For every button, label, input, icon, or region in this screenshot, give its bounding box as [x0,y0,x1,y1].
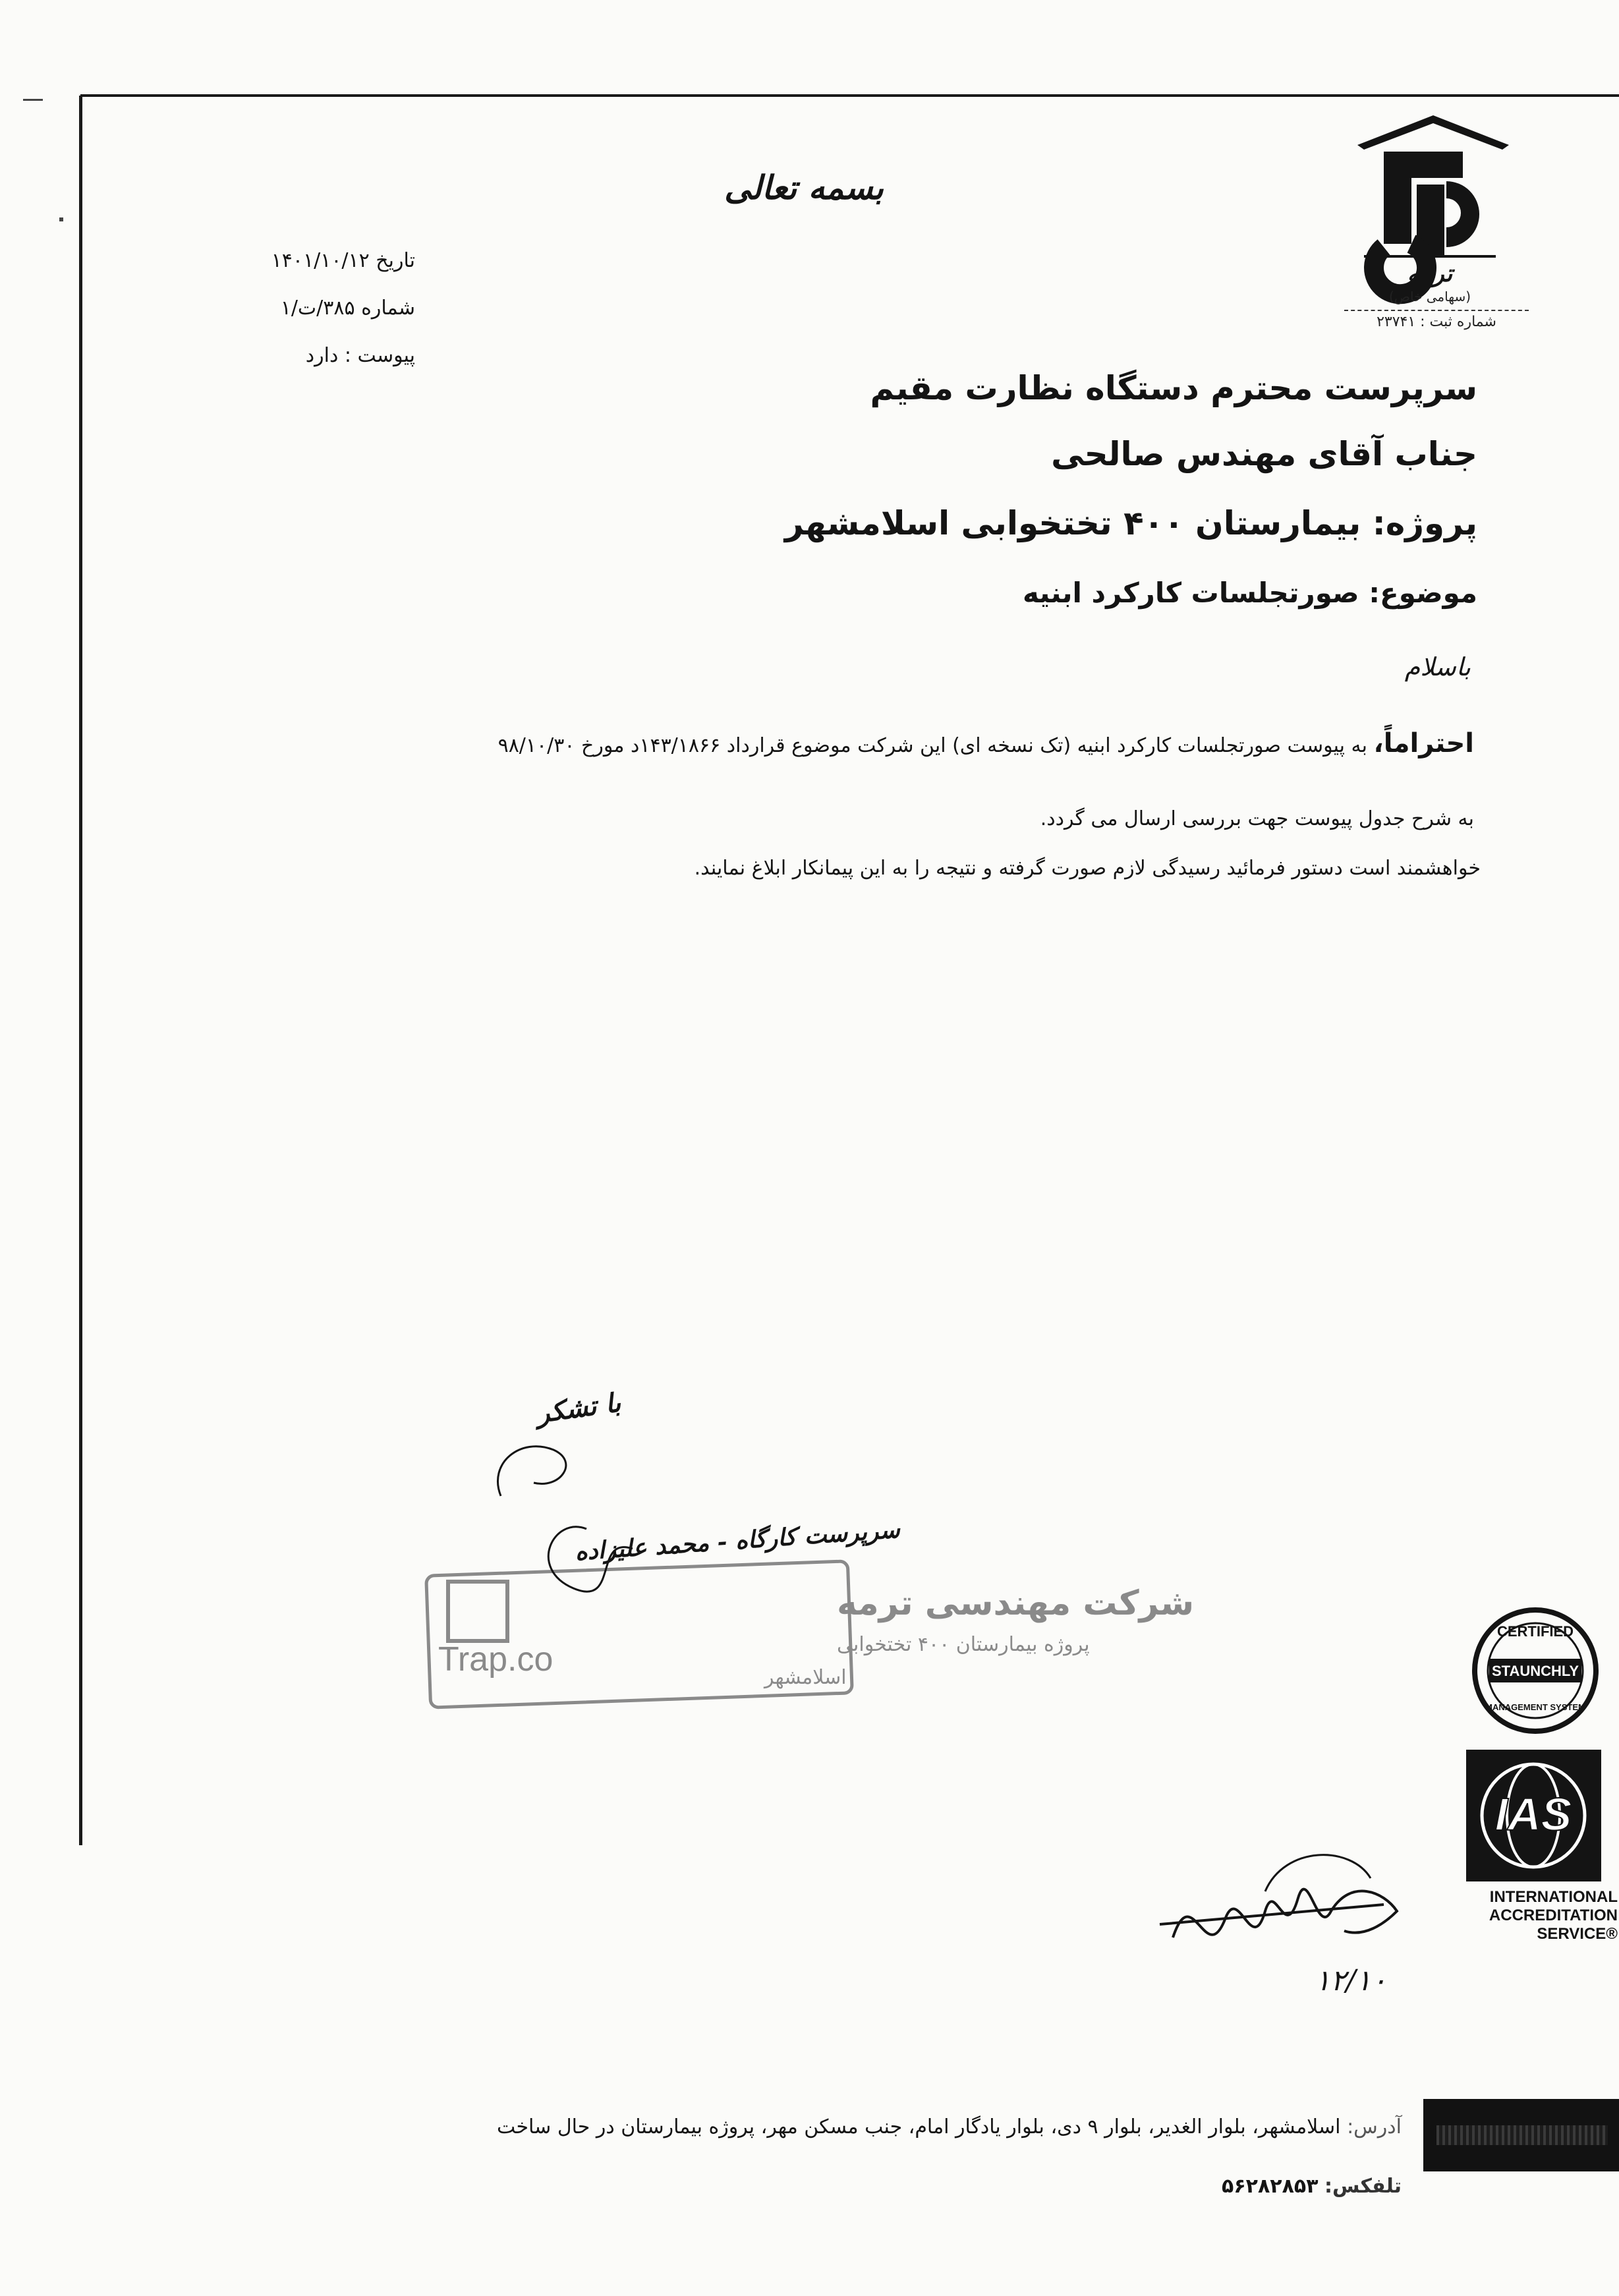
logo-registration: شماره ثبت : ۲۳۷۴۱ [1344,310,1529,330]
greeting: باسلام [1404,652,1471,681]
scan-mark [23,99,43,101]
recipient-name: جناب آقای مهندس صالحی [1051,435,1477,473]
certified-mid-text: STAUNCHLY [1491,1663,1579,1679]
ias-logo [1466,1750,1601,1881]
ias-line-3: SERVICE® [1537,1925,1618,1943]
fax-number: ۵۶۲۸۲۸۵۳ [1222,2175,1319,2198]
signature-date-note: ۱۲/۱۰ [1315,1964,1387,1997]
address-label: آدرس: [1347,2115,1402,2138]
project-line: پروژه: بیمارستان ۴۰۰ تختخوابی اسلامشهر [784,504,1477,542]
letter-metadata [217,237,415,380]
handwritten-thanks [481,1384,623,1503]
ias-caption [1446,1888,1618,1943]
body-line-1 [165,728,1474,759]
company-stamp [422,1509,1195,1707]
ias-line-2: ACCREDITATION [1489,1907,1618,1924]
footer-address [497,2115,1402,2138]
body-line-3: خواهشمند است دستور فرمائید رسیدگی لازم صورت گرفته و نتیجه را به این پیمانکار ابلاغ نمایند. [694,857,1481,880]
handwritten-thanks-text: با تشکر [534,1387,623,1429]
stamp-latin: Trap.co [438,1640,554,1679]
certified-top-text: CERTIFIED [1496,1623,1574,1640]
letter-date: تاریخ ۱۴۰۱/۱۰/۱۲ [271,249,415,272]
basmala: بسمه تعالی [724,168,884,207]
letter-number: شماره ۳۸۵/ت/۱ [280,297,415,320]
letter-attachment: پیوست : دارد [305,344,415,367]
recipient-title: سرپرست محترم دستگاه نظارت مقیم [870,369,1477,407]
logo-name: ترمه [1407,260,1453,287]
ias-line-1: INTERNATIONAL [1489,1888,1618,1906]
body-line-1-text: به پیوست صورتجلسات کارکرد ابنیه (تک نسخه ای) این شرکت موضوع قرارداد ۱۴۳/۱۸۶۶د مورخ ۹۸/۱۰/۳۰ [497,734,1367,757]
ias-logo-text: IAS [1494,1789,1572,1840]
fax-label: تلفکس: [1324,2175,1402,2198]
footer-fax [1222,2175,1402,2198]
company-logo [1344,109,1522,326]
body-line-2: به شرح جدول پیوست جهت بررسی ارسال می گردد. [1040,807,1474,830]
logo-subtitle: (سهامی خاص) [1388,289,1471,304]
page-border-top [80,94,1619,97]
certified-management-badge [1469,1605,1601,1736]
stamp-project: پروژه بیمارستان ۴۰۰ تختخوابی [837,1633,1090,1656]
stamp-handwritten-title: سرپرست کارگاه - محمد علیزاده [574,1515,901,1566]
stamp-company: شرکت مهندسی ترمه [837,1584,1195,1623]
address-text: اسلامشهر، بلوار الغدیر، بلوار ۹ دی، بلوار یادگار امام، جنب مسکن مهر، پروژه بیمارستان در حال ساخت [497,2115,1341,2138]
body-lead: احتراماً، [1373,728,1474,759]
signature [1133,1839,1417,2017]
scan-mark [59,217,63,221]
footer-bar [1423,2099,1619,2171]
page-border-left [79,96,82,1845]
certified-bottom-text: MANAGEMENT SYSTEM [1485,1702,1585,1712]
subject-line: موضوع: صورتجلسات کارکرد ابنیه [1022,577,1477,609]
stamp-city: اسلامشهر [764,1666,847,1689]
